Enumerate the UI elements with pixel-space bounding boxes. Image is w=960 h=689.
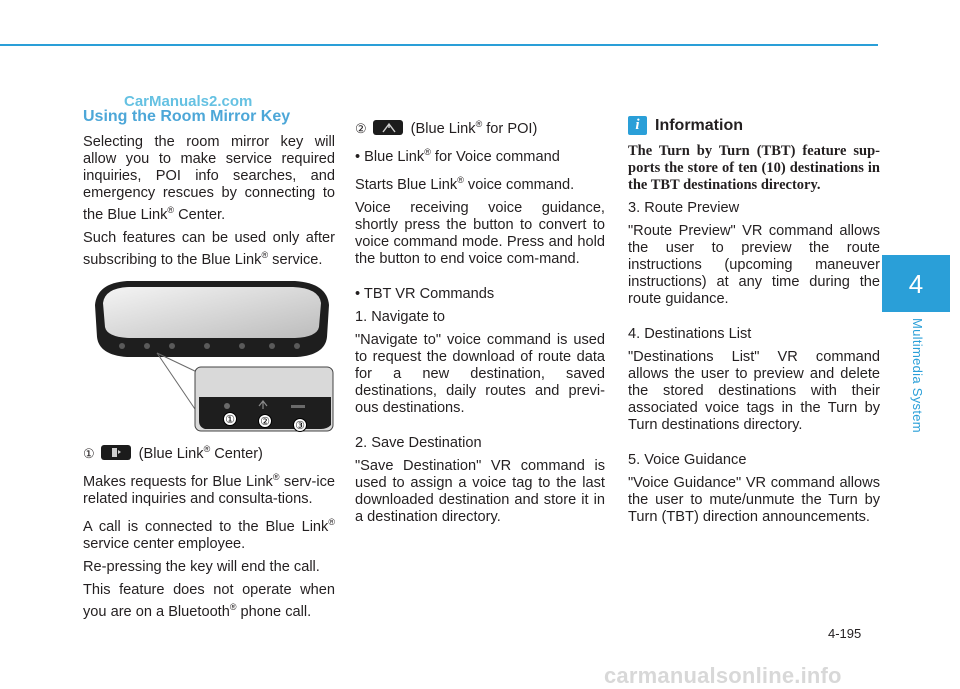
mirror-button [294, 343, 300, 349]
paragraph: "Save Destination" VR command is used to assign a voice tag to the last downloaded destination and store it in a destination directory. [355, 457, 605, 525]
bullet: • TBT VR Commands [355, 285, 495, 302]
mirror-button [169, 343, 175, 349]
callout-2-label: ② [260, 416, 270, 428]
page-number: 4-195 [828, 626, 862, 641]
shield-icon [224, 403, 230, 409]
column-2 [355, 116, 605, 532]
room-mirror-illustration [87, 275, 335, 433]
subheading: 3. Route Preview [628, 200, 740, 216]
subheading: 2. Save Destination [355, 434, 482, 451]
paragraph: "Route Preview" VR command allows the user to preview the route instructions (upcoming maneuver instructions) at any time during the route guidance. [628, 223, 880, 307]
inset-button [291, 405, 305, 408]
footer-watermark: carmanualsonline.info [604, 663, 842, 688]
poi-key-icon [373, 120, 403, 135]
mirror-button [239, 343, 245, 349]
item-1-heading: ① (Blue Link® Center) [83, 444, 263, 462]
mirror-glass [103, 287, 321, 338]
column-1 [83, 108, 335, 275]
chapter-tab [882, 255, 950, 312]
column-3 [628, 116, 880, 532]
info-title: Information [655, 117, 743, 134]
paragraph: A call is connected to the Blue Link® service center employee. [83, 516, 335, 552]
watermark: CarManuals2.com [124, 93, 253, 110]
blue-link-center-key-icon [101, 445, 131, 460]
mirror-button [144, 343, 150, 349]
paragraph: This feature does not operate when you are on a Bluetooth® phone call. [83, 581, 335, 620]
paragraph: "Destinations List" VR command allows the user to preview and delete the stored destinations with their associated voice tags in the Turn by Turn destinations directory. [628, 349, 880, 433]
paragraph: Makes requests for Blue Link® serv-ice related inquiries and consulta-tions. [83, 471, 335, 507]
info-note: The Turn by Turn (TBT) feature sup-ports the store of ten (10) destinations in the TBT destinations directory. [628, 143, 880, 193]
mirror-button [119, 343, 125, 349]
chapter-number: 4 [908, 269, 924, 299]
callout-line [157, 353, 199, 415]
info-icon: i [628, 116, 647, 135]
column-1-continued [83, 441, 335, 626]
subheading: 4. Destinations List [628, 326, 752, 342]
mirror-button [204, 343, 210, 349]
subheading: 5. Voice Guidance [628, 452, 747, 468]
section-title: Using the Room Mirror Key [83, 108, 291, 125]
mirror-button [269, 343, 275, 349]
paragraph: "Navigate to" voice command is used to request the download of route data for a new destination, saved destinations, daily routes and previ-ous destinations. [355, 331, 605, 416]
bullet: • Blue Link® for Voice command [355, 146, 560, 165]
paragraph: "Voice Guidance" VR command allows the user to mute/unmute the Turn by Turn (TBT) direction announcements. [628, 475, 880, 525]
callout-3-label: ③ [295, 420, 305, 432]
info-header [628, 116, 880, 135]
chapter-label: Multimedia System [910, 318, 925, 433]
paragraph: Re-pressing the key will end the call. [83, 558, 320, 575]
paragraph: Starts Blue Link® voice command. [355, 174, 575, 193]
paragraph: Voice receiving voice guidance, shortly press the button to convert to voice command mode. Press and hold the button to end voice com-mand. [355, 199, 605, 267]
subheading: 1. Navigate to [355, 308, 446, 325]
paragraph: Such features can be used only after subscribing to the Blue Link® service. [83, 229, 335, 268]
paragraph: Selecting the room mirror key will allow you to make service required inquiries, POI info searches, and emergency rescues by connecting to the Blue Link® Center. [83, 134, 335, 223]
callout-1-label: ① [225, 414, 235, 426]
top-rule [0, 44, 878, 46]
item-2-heading: ② (Blue Link® for POI) [355, 119, 538, 137]
